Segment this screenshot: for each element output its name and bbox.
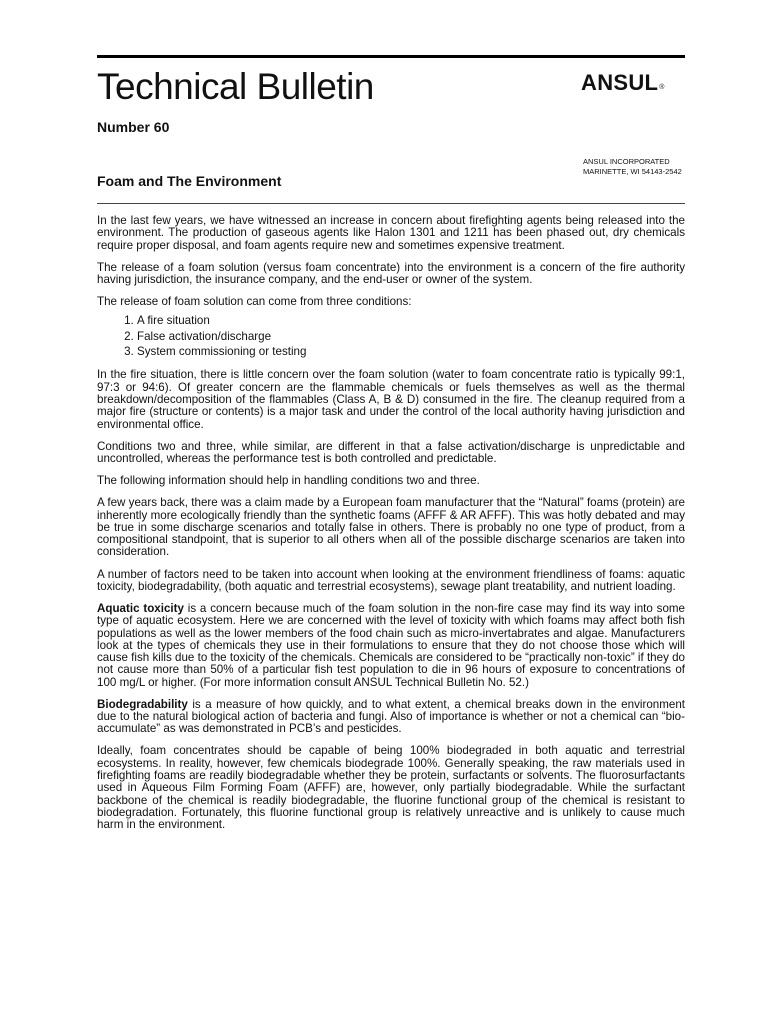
paragraph-conditions-intro: The release of foam solution can come from three conditions: (97, 295, 412, 309)
paragraph-conditions-two-three: Conditions two and three, while similar, are different in that a false activation/discharge is unpredictable and uncontrolled, whereas the performance test is both controlled and predictable. (97, 439, 685, 466)
paragraph-release-concern: The release of a foam solution (versus foam concentrate) into the environment is a concern of the fire authority having jurisdiction, the insurance company, and the end-user or owner of the system. (97, 260, 685, 286)
paragraph-factors: A number of factors need to be taken into account when looking at the environment friendliness of foams: aquatic toxicity, biodegradability, (both aquatic and terrestrial ecosystems), sewage plant treatability, and nutrient loading. (97, 567, 685, 593)
paragraph-intro: In the last few years, we have witnessed an increase in concern about firefighting agents being released into the environment. The production of gaseous agents like Halon 1301 and 1211 has been phased out, dry chemicals require proper disposal, and foam agents require new and sometimes expensive treatment. (97, 214, 685, 252)
list-item: 1. A fire situation (137, 313, 685, 329)
address-line-2: MARINETTE, WI 54143-2542 (583, 166, 682, 176)
bulletin-body (97, 215, 685, 841)
biodegradability-text: is a measure of how quickly, and to what extent, a chemical breaks down in the environment due to the natural biological action of bacteria and fungi. Also of importance is whether or not a chemical can “bio-accumulate” as was demonstrated in PCB’s and pesticides. (97, 697, 685, 736)
registered-mark: ® (659, 84, 665, 91)
paragraph-natural-foams: A few years back, there was a claim made by a European foam manufacturer that the “Natural” foams (protein) are inherently more ecologically friendly than the synthetic foams (AFFF & AR AFFF). This was hotly debated and may be true in some discharge scenarios and totally false in others. There is probably no one type of product, from a compositional standpoint, that is superior to all others when all of the possible discharge scenarios are taken into consideration. (97, 496, 685, 559)
term-biodegradability: Biodegradability (97, 697, 188, 711)
paragraph-following-info: The following information should help in handling conditions two and three. (97, 474, 480, 488)
list-item: 2. False activation/discharge (137, 329, 685, 345)
company-address (583, 157, 682, 176)
conditions-list (97, 313, 685, 360)
paragraph-ideal-biodegradation: Ideally, foam concentrates should be capable of being 100% biodegraded in both aquatic and terrestrial ecosystems. In reality, however, few chemicals biodegrade 100%. Generally speaking, the raw materials used in firefighting foams are readily biodegradable whether they be protein, surfactants or solvents. The fluorosurfactants used in Aqueous Film Forming Foam (AFFF) are, however, only partially biodegradable. While the surfactant backbone of the chemical is readily biodegradable, the fluorine functional group of the chemical is resistant to biodegradation. Fortunately, this fluorine functional group is relatively unreactive and is unlikely to cause much harm in the environment. (97, 744, 685, 832)
address-line-1: ANSUL INCORPORATED (583, 157, 670, 166)
header-top-rule (97, 55, 685, 58)
list-item: 3. System commissioning or testing (137, 344, 685, 360)
term-aquatic-toxicity: Aquatic toxicity (97, 601, 184, 615)
paragraph-fire-situation: In the fire situation, there is little concern over the foam solution (water to foam concentrate ratio is typically 99:1, 97:3 or 94:6). Of greater concern are the flammable chemicals or fuels themselves as well as the thermal breakdown/decomposition of the flammables (Class A, B & D) consumed in the fire. The cleanup required from a major fire (structure or contents) is a major task and under the control of the local authority having jurisdiction and environmental office. (97, 368, 685, 431)
ansul-logo (581, 70, 665, 101)
bulletin-number: Number 60 (97, 119, 170, 135)
header-divider (97, 203, 685, 204)
paragraph-aquatic-toxicity (97, 603, 685, 689)
document-title: Technical Bulletin (97, 66, 374, 107)
paragraph-biodegradability (97, 699, 685, 736)
logo-text: ANSUL (581, 70, 659, 95)
bulletin-subject: Foam and The Environment (97, 173, 282, 189)
aquatic-toxicity-text: is a concern because much of the foam solution in the non-fire case may find its way into some type of aquatic ecosystem. Here we are concerned with the level of toxicity with which foams may affect both fish populations as well as the lower members of the food chain such as micro-invertabrates and algae. Manufacturers look at the types of chemicals they use in their formulations to ensure that they do not choose those which will cause fish kills due to the toxicity of the chemicals. Chemicals are considered to be “practically non-toxic” if they do not cause more than 50% of a particular fish test population to die in 96 hours of exposure to concentrations of 100 mg/L or higher. (For more information consult ANSUL Technical Bulletin No. 52.) (97, 601, 685, 689)
